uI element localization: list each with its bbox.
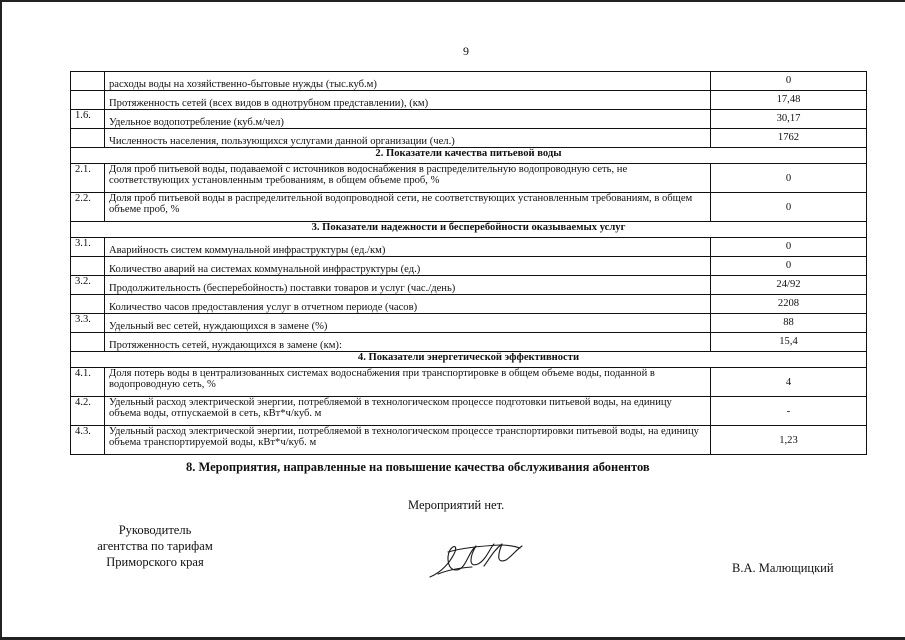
- indicator-label: Численность населения, пользующихся услугами данной организации (чел.): [105, 129, 711, 148]
- indicator-label: Доля проб питьевой воды в распределительной водопроводной сети, не соответствующих установленным требованиям, в общем объеме проб, %: [105, 193, 711, 222]
- indicator-value: 17,48: [711, 91, 867, 110]
- table-row: [71, 238, 867, 257]
- indicator-value: 1762: [711, 129, 867, 148]
- table-row: [71, 164, 867, 193]
- section-header: 4. Показатели энергетической эффективности: [71, 352, 867, 368]
- section-header: 3. Показатели надежности и бесперебойности оказываемых услуг: [71, 222, 867, 238]
- table-row: [71, 72, 867, 91]
- indicator-value: 15,4: [711, 333, 867, 352]
- indicator-value: 0: [711, 238, 867, 257]
- no-measures-text: Мероприятий нет.: [408, 498, 505, 512]
- indicator-value: 4: [711, 368, 867, 397]
- indicator-label: Удельное водопотребление (куб.м/чел): [105, 110, 711, 129]
- indicator-label: Удельный расход электрической энергии, потребляемой в технологическом процессе подготовки питьевой воды, на единицу объема воды, отпускаемой в сеть, кВт*ч/куб. м: [105, 397, 711, 426]
- table-row: [71, 397, 867, 426]
- row-number: 2.2.: [71, 193, 105, 222]
- signer-title-line: агентства по тарифам: [97, 539, 213, 553]
- indicator-value: 24/92: [711, 276, 867, 295]
- row-number: [71, 333, 105, 352]
- indicator-value: 0: [711, 72, 867, 91]
- indicator-label: Доля потерь воды в централизованных системах водоснабжения при транспортировке в общем объеме воды, поданной в водопроводную сеть, %: [105, 368, 711, 397]
- handwritten-signature: [428, 540, 524, 580]
- row-number: 3.1.: [71, 238, 105, 257]
- indicator-label: Протяженность сетей, нуждающихся в замене (км):: [105, 333, 711, 352]
- row-number: 3.2.: [71, 276, 105, 295]
- indicator-value: 2208: [711, 295, 867, 314]
- indicator-label: Протяженность сетей (всех видов в однотрубном представлении), (км): [105, 91, 711, 110]
- signer-title-line: Руководитель: [118, 523, 192, 537]
- indicator-value: 88: [711, 314, 867, 333]
- table-row: [71, 295, 867, 314]
- table-row: [71, 257, 867, 276]
- row-number: 1.6.: [71, 110, 105, 129]
- row-number: 2.1.: [71, 164, 105, 193]
- section-header-row: [71, 222, 867, 238]
- indicator-label: Продолжительность (бесперебойность) поставки товаров и услуг (час./день): [105, 276, 711, 295]
- indicator-label: Удельный расход электрической энергии, потребляемой в технологическом процессе транспортировки питьевой воды, на единицу объема транспортируемой воды, кВт*ч/куб. м: [105, 426, 711, 455]
- indicator-label: Количество часов предоставления услуг в отчетном периоде (часов): [105, 295, 711, 314]
- table-row: [71, 314, 867, 333]
- indicator-value: 0: [711, 193, 867, 222]
- indicator-value: 1,23: [711, 426, 867, 455]
- indicators-table-body: [71, 72, 867, 455]
- indicator-value: -: [711, 397, 867, 426]
- section-header-row: [71, 148, 867, 164]
- table-row: [71, 276, 867, 295]
- signer-title: [88, 522, 222, 570]
- signer-name: В.А. Малющицкий: [732, 561, 834, 575]
- table-row: [71, 193, 867, 222]
- table-row: [71, 110, 867, 129]
- row-number: [71, 257, 105, 276]
- indicator-label: Доля проб питьевой воды, подаваемой с источников водоснабжения в распределительную водопроводную сеть, не соответствующих установленным требованиям, в общем объеме проб, %: [105, 164, 711, 193]
- indicator-label: Аварийность систем коммунальной инфраструктуры (ед./км): [105, 238, 711, 257]
- row-number: [71, 91, 105, 110]
- indicator-value: 0: [711, 164, 867, 193]
- indicator-label: Удельный вес сетей, нуждающихся в замене (%): [105, 314, 711, 333]
- table-row: [71, 129, 867, 148]
- row-number: [71, 295, 105, 314]
- table-row: [71, 333, 867, 352]
- section-header-row: [71, 352, 867, 368]
- indicator-label: Количество аварий на системах коммунальной инфраструктуры (ед.): [105, 257, 711, 276]
- page-border-left: [0, 0, 2, 640]
- indicator-label: расходы воды на хозяйственно-бытовые нужды (тыс.куб.м): [105, 72, 711, 91]
- indicator-value: 0: [711, 257, 867, 276]
- row-number: [71, 129, 105, 148]
- indicators-table: [70, 71, 867, 455]
- table-row: [71, 426, 867, 455]
- row-number: [71, 72, 105, 91]
- table-row: [71, 368, 867, 397]
- page-border-top: [0, 0, 905, 2]
- indicator-value: 30,17: [711, 110, 867, 129]
- signer-title-line: Приморского края: [106, 555, 204, 569]
- page-number: 9: [463, 44, 469, 58]
- row-number: 4.1.: [71, 368, 105, 397]
- row-number: 4.3.: [71, 426, 105, 455]
- section-header: 2. Показатели качества питьевой воды: [71, 148, 867, 164]
- row-number: 3.3.: [71, 314, 105, 333]
- row-number: 4.2.: [71, 397, 105, 426]
- section-8-heading: 8. Мероприятия, направленные на повышение качества обслуживания абонентов: [186, 460, 650, 474]
- table-row: [71, 91, 867, 110]
